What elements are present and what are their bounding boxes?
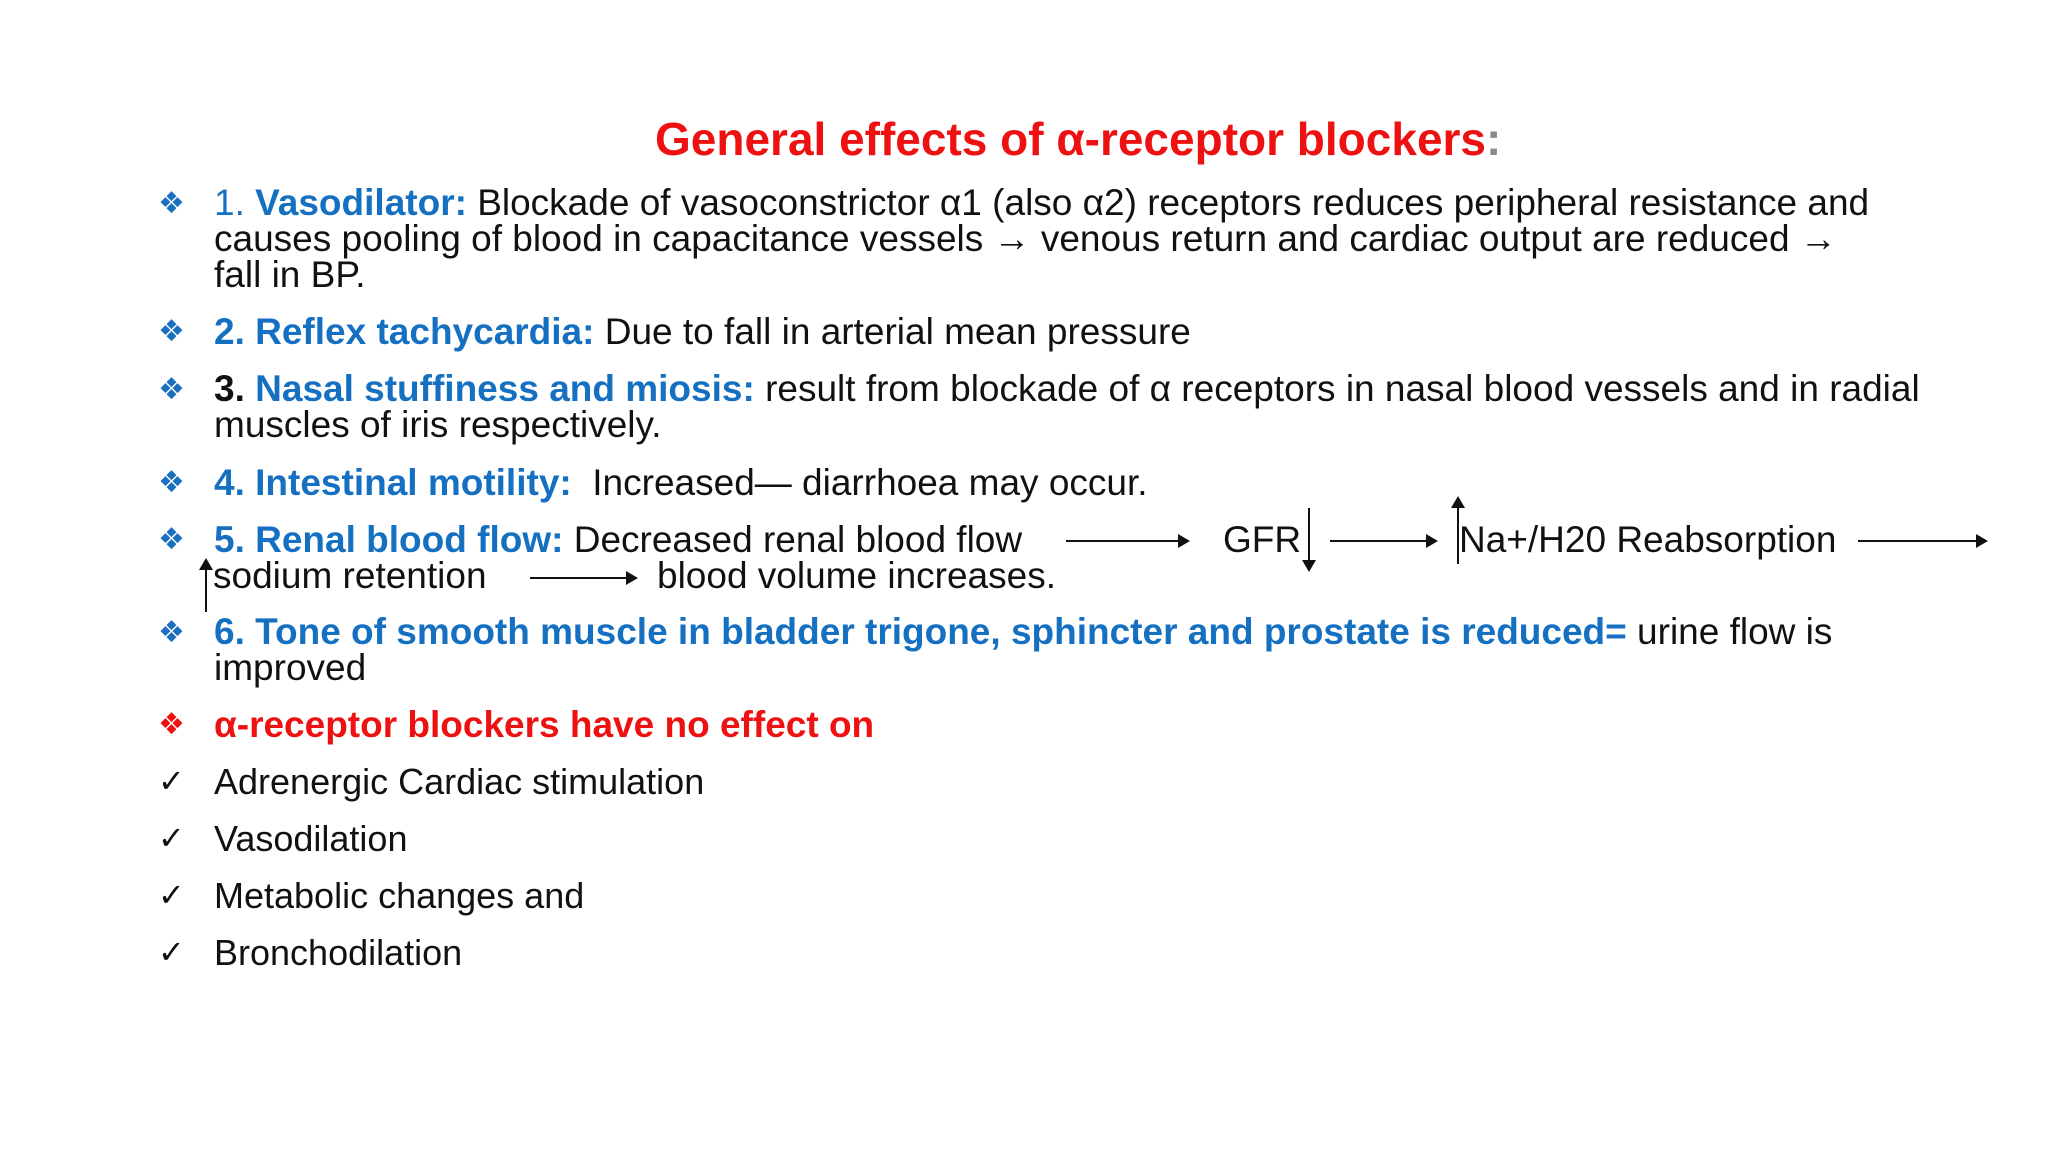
check-item-label: Vasodilation [214, 818, 408, 859]
checkmark-icon: ✓ [158, 877, 185, 913]
item-line: Decreased renal blood flow [573, 519, 1023, 560]
item-line: result from blockade of α receptors in nasal blood vessels and in radial [765, 368, 1920, 409]
item-line: Due to fall in arterial mean pressure [604, 311, 1191, 352]
check-item-label: Metabolic changes and [214, 875, 585, 916]
slide-title [655, 112, 1501, 166]
item-heading: α-receptor blockers have no effect on [214, 704, 875, 745]
title-text: General effects of α-receptor blockers [655, 113, 1487, 165]
diamond-bullet-icon: ❖ [158, 523, 185, 556]
diamond-bullet-icon: ❖ [158, 466, 185, 499]
item-text [214, 611, 2048, 688]
diamond-bullet-icon: ❖ [158, 616, 185, 649]
item-line: urine flow is [1637, 611, 1833, 652]
checkmark-icon: ✓ [158, 820, 185, 856]
blood-volume-label: blood volume increases. [657, 555, 1056, 596]
item-line: muscles of iris respectively. [214, 404, 662, 445]
right-arrow-icon [530, 577, 636, 579]
item-text [214, 464, 2048, 501]
item-text [214, 368, 2048, 445]
diamond-bullet-icon: ❖ [158, 187, 185, 220]
item-heading: Nasal stuffiness and miosis: [255, 368, 755, 409]
down-arrow-icon [1308, 508, 1310, 568]
checkmark-icon: ✓ [158, 934, 185, 970]
diamond-bullet-icon: ❖ [158, 708, 185, 741]
right-arrow-icon [1066, 540, 1188, 542]
reabsorption-label: Na+/H20 Reabsorption [1459, 519, 1837, 560]
right-arrow-icon [1858, 540, 1986, 542]
item-line: fall in BP. [214, 254, 366, 295]
sodium-retention-label: sodium retention [213, 555, 487, 596]
item-heading: 4. Intestinal motility: [214, 462, 572, 503]
checkmark-icon: ✓ [158, 763, 185, 799]
item-heading: 2. Reflex tachycardia: [214, 311, 595, 352]
item-text [214, 182, 2048, 295]
up-arrow-icon [205, 562, 207, 612]
item-text [214, 706, 2048, 743]
item-number: 3. [214, 368, 245, 409]
item-number: 1. [214, 182, 245, 223]
check-item-label: Adrenergic Cardiac stimulation [214, 761, 705, 802]
item-heading: Vasodilator: [255, 182, 467, 223]
item-heading: 6. Tone of smooth muscle in bladder trigone, sphincter and prostate is reduced= [214, 611, 1627, 652]
item-line: Increased— diarrhoea may occur. [592, 462, 1148, 503]
item-line: Blockade of vasoconstrictor α1 (also α2) receptors reduces peripheral resistance and [477, 182, 1870, 223]
item-text [214, 313, 2048, 350]
item-line: causes pooling of blood in capacitance vessels → venous return and cardiac output are reduced → [214, 218, 1837, 259]
right-arrow-icon [1330, 540, 1436, 542]
gfr-label: GFR [1223, 519, 1302, 560]
item-line: improved [214, 647, 367, 688]
diamond-bullet-icon: ❖ [158, 373, 185, 406]
check-item-label: Bronchodilation [214, 932, 463, 973]
title-colon: : [1486, 113, 1502, 165]
diamond-bullet-icon: ❖ [158, 315, 185, 348]
item-heading: 5. Renal blood flow: [214, 519, 564, 560]
